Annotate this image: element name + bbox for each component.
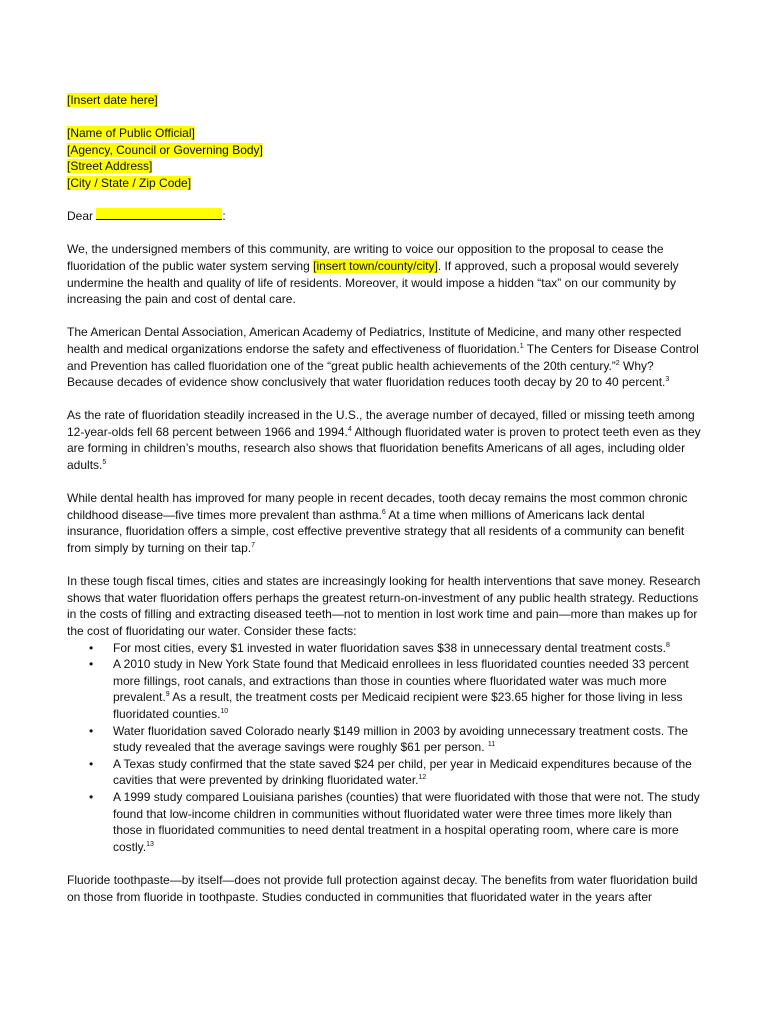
bullet-icon: • bbox=[89, 723, 94, 738]
footnote-ref-7: 7 bbox=[251, 542, 255, 550]
footnote-ref-11: 11 bbox=[487, 741, 496, 749]
list-item bbox=[67, 656, 703, 722]
footnote-ref-6: 6 bbox=[381, 508, 386, 516]
footnote-ref-13: 13 bbox=[146, 840, 154, 848]
p5-text: In these tough fiscal times, cities and states are increasingly looking for health interventions that save money. Research shows that water fluoridation offers perhaps the greatest return-on-investment of any public health strategy. Reductions in the costs of filling and extracting diseased teeth—not to mention in lost work time and pain—more than makes up for the cost of fluoridating our water. Consider these facts: bbox=[67, 574, 701, 638]
paragraph-4 bbox=[67, 490, 703, 556]
bullet-icon: • bbox=[89, 657, 94, 672]
date-line bbox=[67, 92, 703, 109]
fact-text: A 1999 study compared Louisiana parishes (counties) that were fluoridated with those that were not. The study found that low-income children in communities without fluoridated water were three times more likely than those in fluoridated communities to need dental treatment in a hospital operating room, where care is more costly. bbox=[113, 789, 700, 854]
list-item bbox=[67, 723, 703, 756]
footnote-ref-3: 3 bbox=[665, 376, 670, 384]
salutation-dear: Dear bbox=[67, 209, 94, 224]
recipient-address bbox=[67, 125, 703, 191]
p2-text-a: The American Dental Association, American Academy of Pediatrics, Institute of Medicine, and many other respected health and medical organizations endorse the safety and effectiveness of fluoridation. bbox=[67, 325, 682, 356]
footnote-ref-12: 12 bbox=[418, 774, 427, 782]
paragraph-2 bbox=[67, 324, 703, 390]
paragraph-5 bbox=[67, 573, 703, 855]
footnote-ref-1: 1 bbox=[519, 342, 524, 350]
p4-text-a: While dental health has improved for many people in recent decades, tooth decay remains the most common chronic childhood disease—five times more prevalent than asthma. bbox=[67, 491, 688, 522]
footnote-ref-5: 5 bbox=[102, 459, 107, 467]
paragraph-3 bbox=[67, 407, 703, 473]
facts-list bbox=[67, 640, 703, 856]
paragraph-1 bbox=[67, 241, 703, 307]
paragraph-6: Fluoride toothpaste—by itself—does not provide full protection against decay. The benefits from water fluoridation build on those from fluoride in toothpaste. Studies conducted in communities that fluoridated water in the years after bbox=[67, 872, 698, 904]
bullet-icon: • bbox=[89, 640, 94, 655]
official-placeholder: [Name of Public Official] bbox=[67, 126, 195, 141]
fact-text: Water fluoridation saved Colorado nearly $149 million in 2003 by avoiding unnecessary treatment costs. The study revealed that the average savings were roughly $61 per person. bbox=[113, 723, 688, 755]
fact-text: A 2010 study in New York State found that Medicaid enrollees in less fluoridated counties needed 33 percent more fillings, root canals, and extractions than those in counties where fluoridated water was much more prevalent. bbox=[113, 657, 689, 705]
p2-text-b: The Centers for Disease Control and Prevention has called fluoridation one of the “great public health achievements of the 20th century.” bbox=[67, 341, 699, 373]
p4-text-b: At a time when millions of Americans lack dental insurance, fluoridation offers a simple, cost effective preventive strategy that all residents of a community can benefit from simply by turning on their tap. bbox=[67, 507, 685, 556]
p3-text-b: Although fluoridated water is proven to protect teeth even as they are forming in children’s mouths, research also shows that fluoridation benefits Americans of all ages, including older adults. bbox=[67, 424, 701, 473]
footnote-ref-4: 4 bbox=[347, 425, 352, 433]
p1-text-a: We, the undersigned members of this community, are writing to voice our opposition to the proposal to cease the fluoridation of the public water system serving bbox=[67, 242, 664, 273]
list-item bbox=[67, 789, 703, 855]
date-placeholder: [Insert date here] bbox=[67, 93, 158, 107]
p3-text-a: As the rate of fluoridation steadily increased in the U.S., the average number of decayed, filled or missing teeth among 12-year-olds fell 68 percent between 1966 and 1994. bbox=[67, 408, 695, 439]
p2-text-c: Why? Because decades of evidence show conclusively that water fluoridation reduces tooth decay by 20 to 40 percent. bbox=[67, 358, 666, 390]
salutation bbox=[67, 208, 703, 225]
list-item bbox=[67, 640, 703, 657]
p1-text-b: . If approved, such a proposal would severely undermine the health and quality of life of residents. Moreover, it would impose a hidden “tax” on our community by increasing the pain and cost of dental care. bbox=[67, 258, 679, 307]
footnote-ref-9: 9 bbox=[165, 691, 170, 699]
footnote-ref-10: 10 bbox=[220, 707, 229, 715]
city-placeholder: [City / State / Zip Code] bbox=[67, 175, 192, 190]
town-placeholder: [insert town/county/city] bbox=[313, 258, 438, 273]
bullet-icon: • bbox=[89, 756, 94, 771]
name-blank bbox=[96, 208, 222, 220]
street-placeholder: [Street Address] bbox=[67, 159, 153, 174]
fact-text: For most cities, every $1 invested in water fluoridation saves $38 in unnecessary dental treatment costs. bbox=[113, 640, 666, 655]
salutation-colon: : bbox=[222, 209, 226, 224]
footnote-ref-2: 2 bbox=[615, 359, 620, 367]
footnote-ref-8: 8 bbox=[665, 641, 670, 649]
bullet-icon: • bbox=[89, 789, 94, 804]
fact-text: A Texas study confirmed that the state saved $24 per child, per year in Medicaid expenditures because of the cavities that were prevented by drinking fluoridated water. bbox=[113, 756, 692, 788]
fact-text-b: As a result, the treatment costs per Medicaid recipient were $23.65 higher for those living in less fluoridated counties. bbox=[113, 690, 683, 721]
letter-page bbox=[67, 92, 703, 905]
agency-placeholder: [Agency, Council or Governing Body] bbox=[67, 142, 263, 157]
list-item bbox=[67, 756, 703, 789]
